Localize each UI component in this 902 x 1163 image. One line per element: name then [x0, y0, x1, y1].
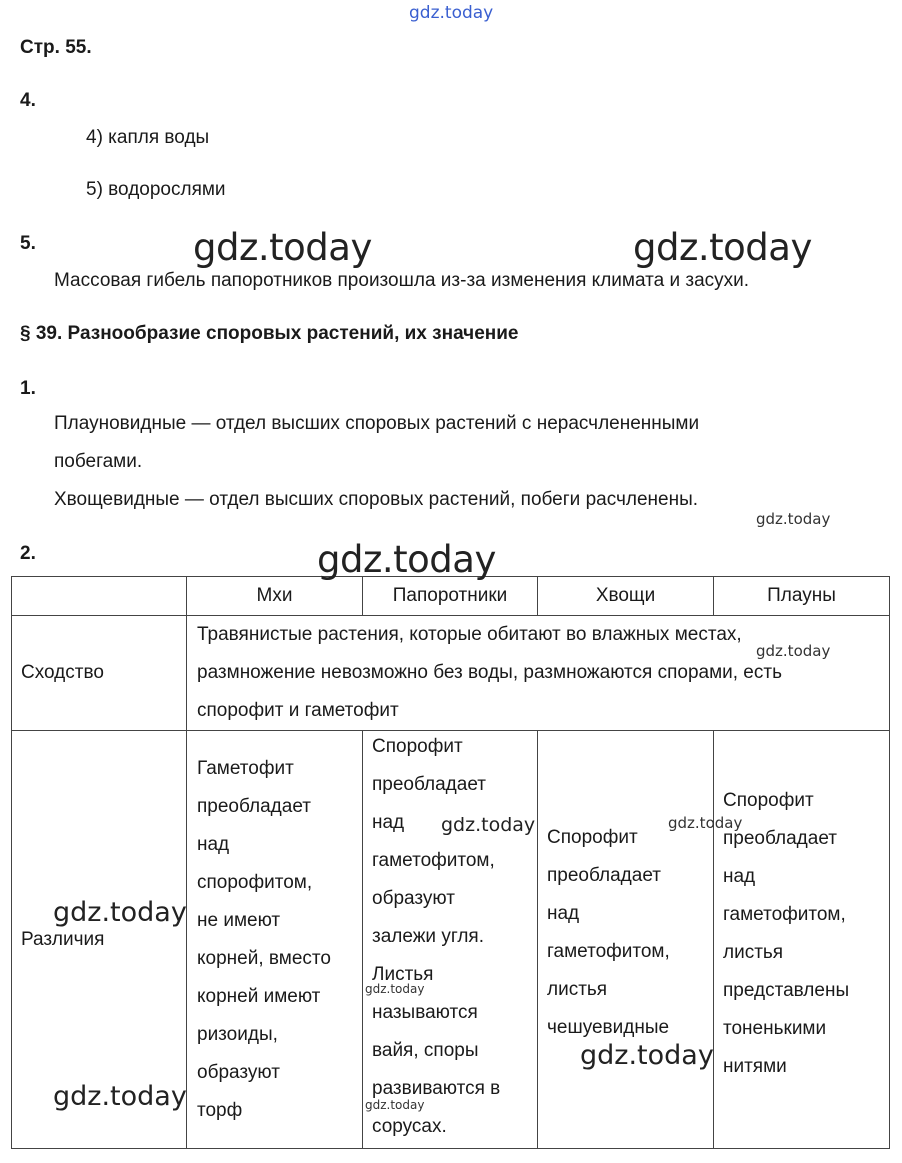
watermark: gdz.today — [580, 1040, 714, 1071]
similarity-line-2: размножение невозможно без воды, размножаются спорами, есть — [197, 662, 782, 683]
mosses-line: образуют — [197, 1061, 280, 1083]
section-1-line-3: Хвощевидные — отдел высших споровых растений, побеги расчленены. — [54, 489, 699, 510]
page-reference: Стр. 55. — [20, 37, 92, 58]
section-2-number: 2. — [20, 543, 36, 564]
section-1-number: 1. — [20, 378, 36, 399]
similarity-line-3: спорофит и гаметофит — [197, 700, 399, 721]
watermark: gdz.today — [53, 897, 187, 928]
watermark: gdz.today — [193, 226, 372, 269]
ferns-line: преобладает — [372, 774, 486, 795]
ferns-line: гаметофитом, — [372, 850, 495, 871]
differences-ferns-cell — [363, 731, 538, 1149]
differences-mosses-cell — [187, 731, 363, 1149]
table-row-differences — [12, 731, 890, 1149]
watermark: gdz.today — [365, 982, 425, 996]
similarity-label: Сходство — [21, 662, 104, 683]
horsetails-line: гаметофитом, — [547, 941, 670, 962]
table-header-horsetails: Хвощи — [538, 577, 714, 616]
clubmosses-line: Спорофит — [723, 790, 814, 811]
similarity-text-cell — [187, 616, 890, 731]
section-title: § 39. Разнообразие споровых растений, их значение — [20, 323, 519, 344]
ferns-line: залежи угля. — [372, 926, 484, 947]
question-4-answer-2: 5) водорослями — [86, 179, 226, 200]
section-1-line-2: побегами. — [54, 451, 143, 472]
mosses-line: над — [197, 833, 230, 855]
clubmosses-line: представлены — [723, 980, 850, 1001]
watermark: gdz.today — [756, 642, 831, 660]
table-header-clubmosses: Плауны — [714, 577, 890, 616]
similarity-label-cell — [12, 616, 187, 731]
horsetails-line: листья — [547, 979, 608, 1000]
watermark: gdz.today — [756, 510, 831, 528]
clubmosses-line: тоненькими — [723, 1018, 827, 1039]
table-header-empty — [12, 577, 187, 616]
mosses-line: ризоиды, — [197, 1023, 278, 1045]
watermark: gdz.today — [53, 1081, 187, 1112]
clubmosses-line: над — [723, 866, 756, 887]
watermark: gdz.today — [365, 1098, 425, 1112]
watermark: gdz.today — [668, 814, 743, 832]
question-4-number: 4. — [20, 90, 36, 111]
mosses-line: торф — [197, 1099, 243, 1121]
section-1-line-1: Плауновидные — отдел высших споровых растений с нерасчлененными — [54, 413, 700, 434]
ferns-line: развиваются в — [372, 1078, 501, 1099]
differences-clubmosses-cell — [714, 731, 890, 1149]
ferns-line: называются — [372, 1002, 478, 1023]
watermark: gdz.today — [633, 226, 812, 269]
ferns-line: вайя, споры — [372, 1040, 479, 1061]
table-header-mosses: Мхи — [187, 577, 363, 616]
mosses-line: преобладает — [197, 795, 311, 817]
ferns-line: Листья — [372, 964, 434, 985]
horsetails-line: преобладает — [547, 865, 661, 886]
clubmosses-line: гаметофитом, — [723, 904, 846, 925]
ferns-line: над — [372, 812, 405, 833]
differences-label-cell — [12, 731, 187, 1149]
differences-horsetails-cell — [538, 731, 714, 1149]
ferns-line: сорусах. — [372, 1116, 447, 1137]
question-5-answer: Массовая гибель папоротников произошла из-за изменения климата и засухи. — [54, 270, 750, 291]
watermark: gdz.today — [441, 814, 536, 836]
horsetails-line: чешуевидные — [547, 1017, 670, 1038]
horsetails-line: Спорофит — [547, 827, 638, 848]
mosses-line: Гаметофит — [197, 757, 294, 779]
question-4-answer-1: 4) капля воды — [86, 127, 210, 148]
comparison-table — [11, 576, 890, 1149]
horsetails-line: над — [547, 903, 580, 924]
table-row-similarity — [12, 616, 890, 731]
table-header-row — [12, 577, 890, 616]
mosses-line: корней имеют — [197, 985, 321, 1007]
table-header-ferns: Папоротники — [363, 577, 538, 616]
clubmosses-line: преобладает — [723, 828, 837, 849]
mosses-line: корней, вместо — [197, 947, 331, 969]
mosses-line: не имеют — [197, 909, 281, 931]
watermark: gdz.today — [317, 538, 496, 581]
ferns-line: Спорофит — [372, 736, 463, 757]
mosses-line: спорофитом, — [197, 871, 313, 893]
ferns-line: образуют — [372, 888, 455, 909]
watermark-top: gdz.today — [409, 3, 494, 23]
question-5-number: 5. — [20, 233, 36, 254]
similarity-line-1: Травянистые растения, которые обитают во влажных местах, — [197, 624, 742, 645]
clubmosses-line: нитями — [723, 1056, 787, 1077]
clubmosses-line: листья — [723, 942, 784, 963]
differences-label: Различия — [21, 928, 105, 950]
